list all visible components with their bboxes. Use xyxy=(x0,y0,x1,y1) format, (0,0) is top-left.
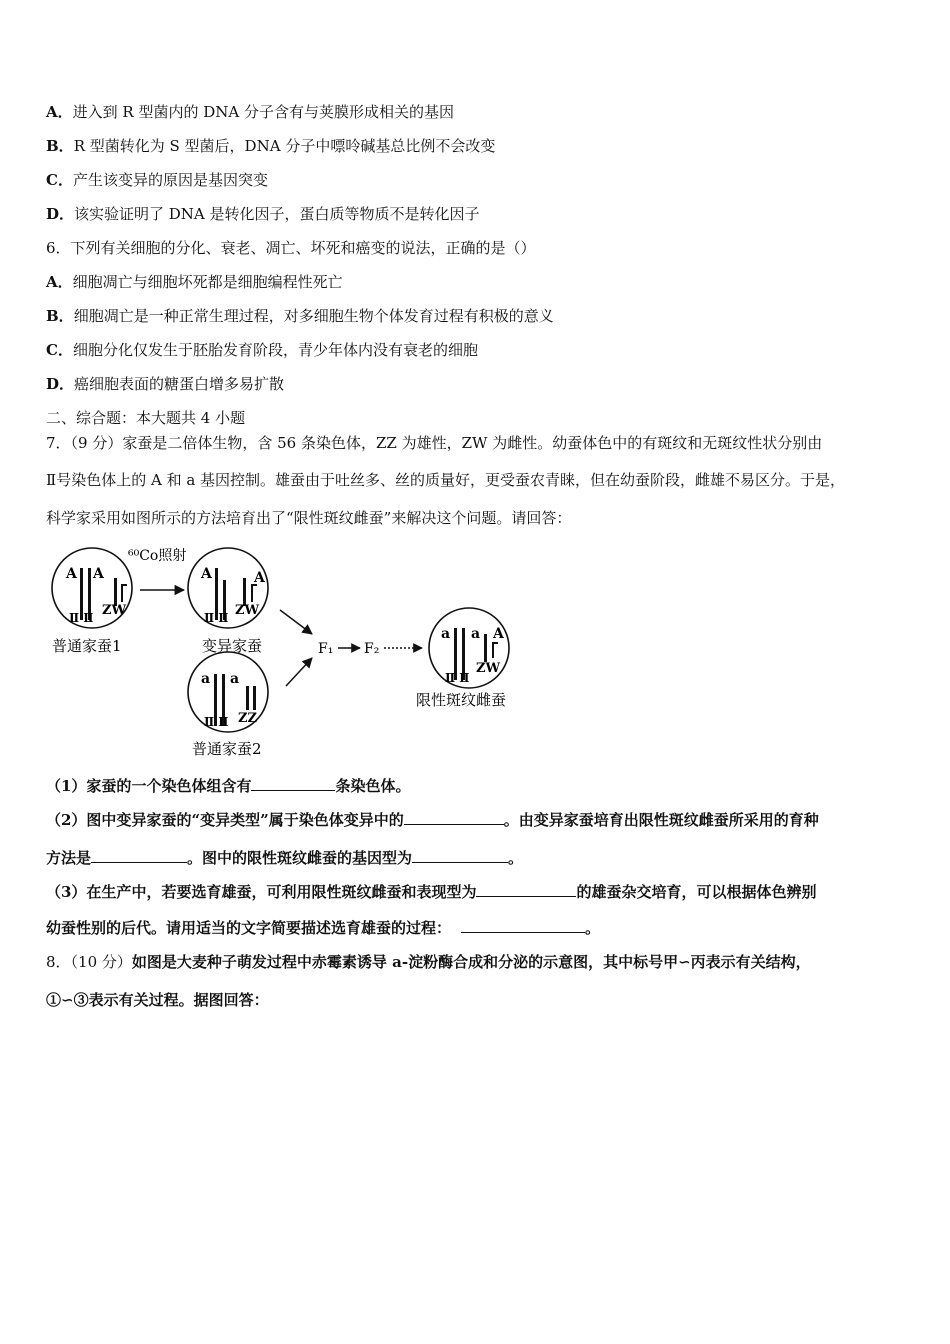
question-number: 7．（9 分） xyxy=(46,434,123,452)
q5-option-b xyxy=(46,136,495,156)
q7-line-1 xyxy=(46,433,822,453)
text: （3）在生产中，若要选育雄蚕，可利用限性斑纹雌蚕和表现型为 xyxy=(46,883,477,901)
answer-blank[interactable] xyxy=(404,810,504,825)
sex-chromosome-label: ZW xyxy=(102,603,127,618)
cell-mutant xyxy=(188,548,268,628)
sex-chromosome-label: ZW xyxy=(476,661,501,676)
text: 。图中的限性斑纹雌蚕的基因型为 xyxy=(187,849,413,867)
gene-label-A: A xyxy=(66,566,77,582)
q5-option-a xyxy=(46,102,454,122)
q5-option-d xyxy=(46,204,480,224)
answer-blank[interactable] xyxy=(251,776,335,791)
chromosome-II-label: Ⅱ Ⅱ xyxy=(445,671,470,685)
q7-text: 家蚕是二倍体生物，含 56 条染色体，ZZ 为雄性，ZW 为雌性。幼蚕体色中的有斑纹和无斑纹性状分别由 xyxy=(122,434,823,452)
text: 方法是 xyxy=(46,849,92,867)
cell-silkworm-1 xyxy=(52,548,132,628)
text: 幼蚕性别的后代。请用适当的文字简要描述选育雄蚕的过程： xyxy=(46,919,452,937)
chromosome-II-label: Ⅱ Ⅱ xyxy=(69,611,94,625)
q6-option-a xyxy=(46,272,343,292)
option-letter: A． xyxy=(46,103,73,121)
gene-label-a: a xyxy=(471,626,481,642)
answer-blank[interactable] xyxy=(91,848,187,863)
gene-label-A: A xyxy=(93,566,104,582)
q6-option-c xyxy=(46,340,478,360)
q7-sub-2-cont xyxy=(46,848,523,868)
f2-label: F₂ xyxy=(364,641,380,657)
option-letter: B． xyxy=(46,137,74,155)
q7-sub-3-cont xyxy=(46,918,600,938)
q5-option-c xyxy=(46,170,268,190)
option-text: 进入到 R 型菌内的 DNA 分子含有与荚膜形成相关的基因 xyxy=(72,103,454,121)
text: 。由变异家蚕培育出限性斑纹雌蚕所采用的育种 xyxy=(503,811,819,829)
label-silkworm-2: 普通家蚕2 xyxy=(192,740,262,758)
text: （2）图中变异家蚕的“变异类型”属于染色体变异中的 xyxy=(46,811,404,829)
option-text: 细胞凋亡与细胞坏死都是细胞编程性死亡 xyxy=(72,273,343,291)
label-silkworm-1: 普通家蚕1 xyxy=(52,637,122,655)
option-letter: C． xyxy=(46,171,73,189)
gene-label-A: A xyxy=(254,570,265,586)
silkworm-breeding-diagram xyxy=(44,538,544,760)
section-heading: 二、综合题：本大题共 4 小题 xyxy=(46,409,246,427)
gene-label-A: A xyxy=(493,626,504,642)
option-letter: D． xyxy=(46,375,75,393)
sex-chromosome-label: ZZ xyxy=(238,711,257,726)
option-text: 细胞凋亡是一种正常生理过程，对多细胞生物个体发育过程有积极的意义 xyxy=(73,307,554,325)
label-mutant: 变异家蚕 xyxy=(202,637,263,655)
q7-sub-1 xyxy=(46,776,410,796)
text: （1）家蚕的一个染色体组含有 xyxy=(46,777,252,795)
option-text: 癌细胞表面的糖蛋白增多易扩散 xyxy=(74,375,285,393)
option-text: 细胞分化仅发生于胚胎发育阶段，青少年体内没有衰老的细胞 xyxy=(72,341,478,359)
option-letter: C． xyxy=(46,341,73,359)
text: 的雄蚕杂交培育，可以根据体色辨别 xyxy=(576,883,817,901)
option-letter: B． xyxy=(46,307,74,325)
gene-label-a: a xyxy=(201,671,211,687)
f1-label: F₁ xyxy=(318,641,334,657)
q8-line-1 xyxy=(46,952,811,972)
cross-arrow-lower xyxy=(286,658,312,686)
q7-line-3: 科学家采用如图所示的方法培育出了“限性斑纹雌蚕”来解决这个问题。请回答： xyxy=(46,509,572,527)
label-striped-female: 限性斑纹雌蚕 xyxy=(416,691,507,709)
q7-sub-2 xyxy=(46,810,819,830)
option-text: R 型菌转化为 S 型菌后，DNA 分子中嘌呤碱基总比例不会改变 xyxy=(73,137,496,155)
q8-text: 如图是大麦种子萌发过程中赤霉素诱导 a-淀粉酶合成和分泌的示意图，其中标号甲∽丙表示有关结构， xyxy=(131,953,811,971)
answer-blank[interactable] xyxy=(461,918,585,933)
cell-striped-female xyxy=(429,608,509,688)
irradiation-label: ⁶⁰Co照射 xyxy=(128,548,187,564)
question-number: 8．（10 分） xyxy=(46,953,132,971)
answer-blank[interactable] xyxy=(476,882,576,897)
option-letter: D． xyxy=(46,205,75,223)
text: 。 xyxy=(585,919,601,937)
text: 。 xyxy=(508,849,524,867)
chromosome-II-label: Ⅱ Ⅱ xyxy=(204,611,229,625)
answer-blank[interactable] xyxy=(412,848,508,863)
chromosome-II-label: Ⅱ Ⅱ xyxy=(204,715,229,729)
gene-label-a: a xyxy=(230,671,240,687)
q6-option-d xyxy=(46,374,284,394)
option-letter: A． xyxy=(46,273,73,291)
cross-arrow-upper xyxy=(280,610,312,634)
gene-label-a: a xyxy=(441,626,451,642)
text: 条染色体。 xyxy=(335,777,411,795)
q8-line-2: ①∽③表示有关过程。据图回答： xyxy=(46,991,269,1009)
q7-line-2: Ⅱ号染色体上的 A 和 a 基因控制。雄蚕由于吐丝多、丝的质量好，更受蚕农青睐，但在幼蚕阶段，雌雄不易区分。于是， xyxy=(46,471,846,489)
option-text: 产生该变异的原因是基因突变 xyxy=(72,171,268,189)
q7-sub-3 xyxy=(46,882,816,902)
sex-chromosome-label: ZW xyxy=(235,603,260,618)
q6-stem: 6．下列有关细胞的分化、衰老、凋亡、坏死和癌变的说法，正确的是（） xyxy=(46,239,536,257)
option-text: 该实验证明了 DNA 是转化因子，蛋白质等物质不是转化因子 xyxy=(74,205,480,223)
q6-option-b xyxy=(46,306,554,326)
gene-label-A: A xyxy=(201,566,212,582)
cell-silkworm-2 xyxy=(188,652,268,732)
